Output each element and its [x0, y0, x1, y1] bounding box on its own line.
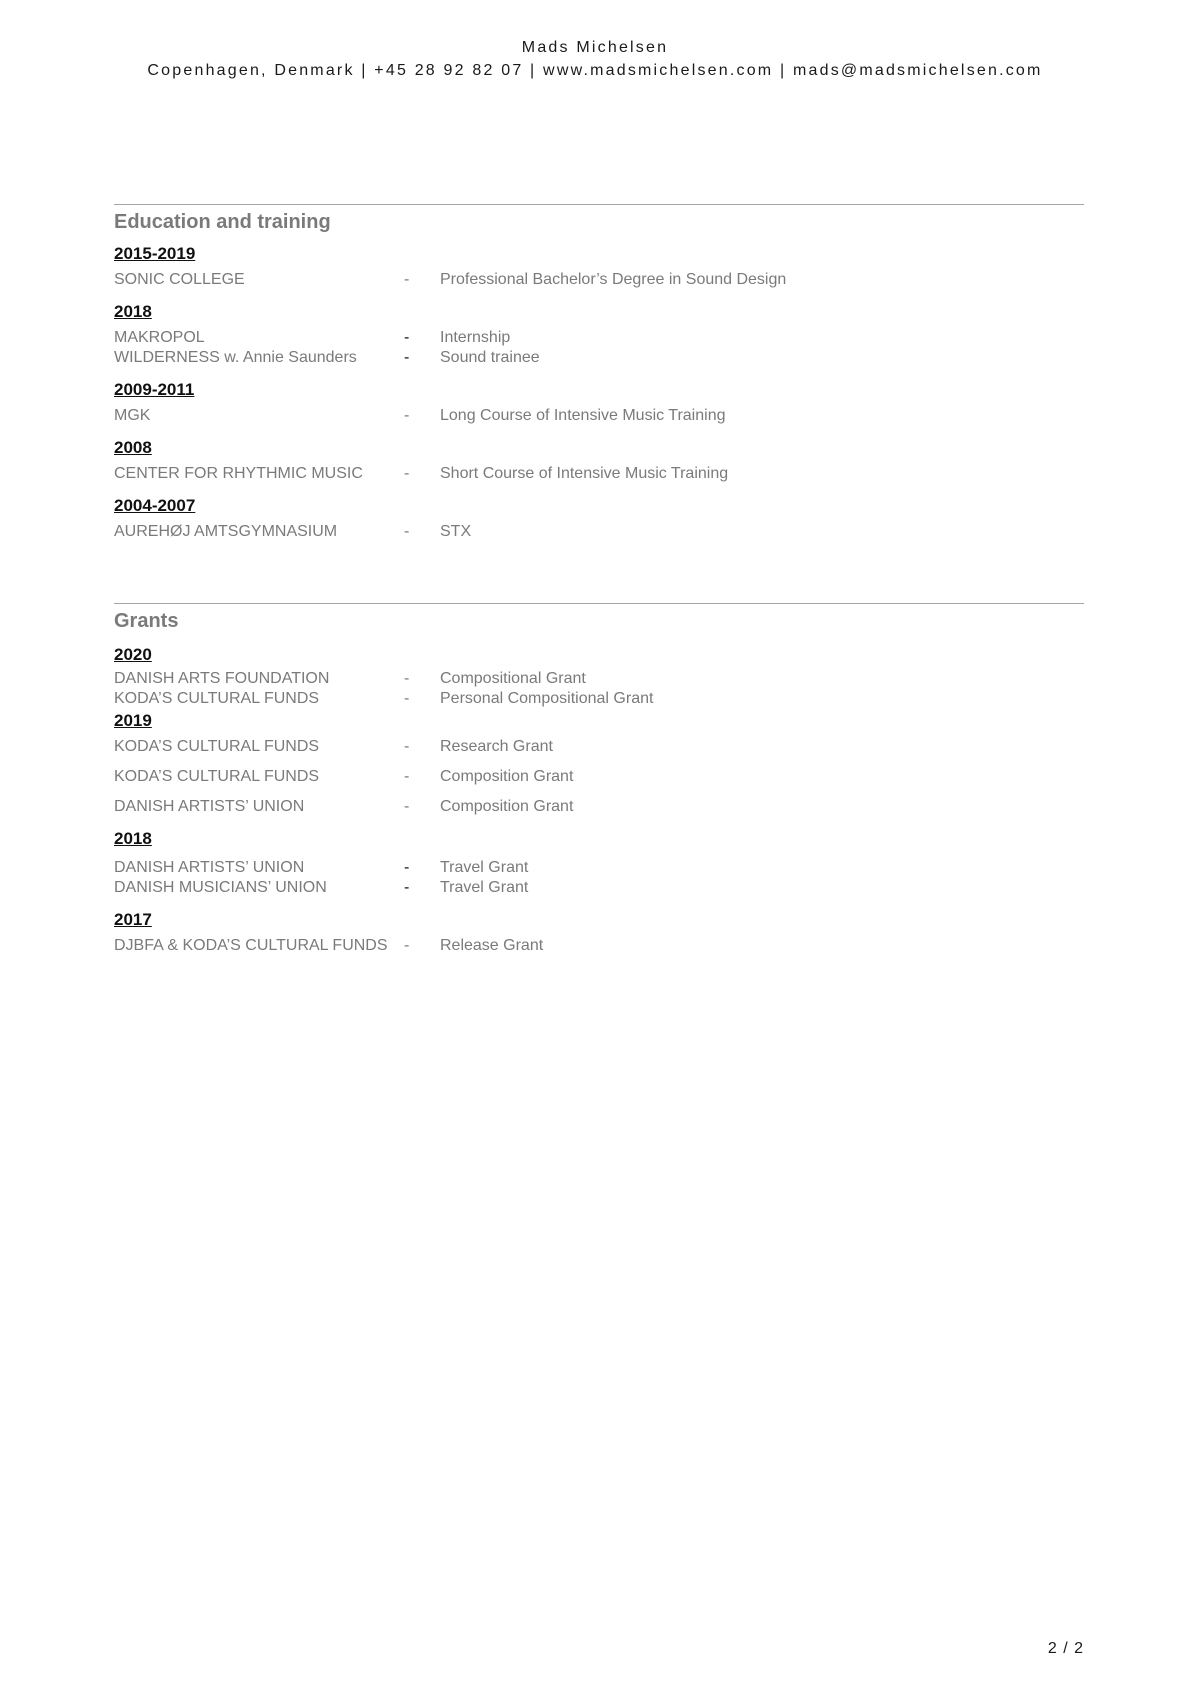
entry-organization: DANISH MUSICIANS’ UNION — [114, 879, 327, 896]
list-item — [114, 878, 1084, 898]
entry-description: Research Grant — [440, 738, 553, 755]
entry-separator: - — [404, 690, 410, 707]
list-item — [114, 767, 1084, 787]
education-section — [114, 204, 1084, 542]
year-heading: 2020 — [114, 645, 152, 664]
contact-line: Copenhagen, Denmark | +45 28 92 82 07 | www.madsmichelsen.com | mads@madsmichelsen.com — [147, 62, 1043, 79]
section-title: Education and training — [114, 211, 331, 233]
entry-organization: CENTER FOR RHYTHMIC MUSIC — [114, 465, 363, 482]
section-divider — [114, 204, 1084, 205]
entry-separator: - — [404, 670, 410, 687]
entry-separator: - — [404, 349, 410, 366]
entry-organization: MAKROPOL — [114, 329, 205, 346]
entry-organization: KODA’S CULTURAL FUNDS — [114, 738, 320, 755]
entry-separator: - — [404, 465, 410, 482]
entry-organization: MGK — [114, 407, 151, 424]
year-heading: 2008 — [114, 438, 152, 457]
year-heading: 2017 — [114, 910, 152, 929]
list-item — [114, 270, 1084, 290]
entry-separator: - — [404, 407, 410, 424]
entry-separator: - — [404, 329, 410, 346]
entry-description: Sound trainee — [440, 349, 540, 366]
author-name: Mads Michelsen — [521, 39, 669, 56]
entry-description: Professional Bachelor’s Degree in Sound Design — [440, 271, 787, 288]
page-number: 2 / 2 — [1047, 1640, 1084, 1657]
list-item — [114, 328, 1084, 348]
entry-separator: - — [404, 738, 410, 755]
entry-description: Composition Grant — [440, 798, 574, 815]
entry-organization: KODA’S CULTURAL FUNDS — [114, 690, 320, 707]
list-item — [114, 669, 1084, 689]
entry-organization: DANISH ARTISTS’ UNION — [114, 859, 305, 876]
page-header — [0, 36, 1190, 82]
entry-organization: DANISH ARTISTS’ UNION — [114, 798, 305, 815]
entry-description: STX — [440, 523, 472, 540]
list-item — [114, 406, 1084, 426]
entry-separator: - — [404, 798, 410, 815]
section-title: Grants — [114, 610, 179, 632]
list-item — [114, 689, 1084, 709]
entry-separator: - — [404, 859, 410, 876]
entry-description: Travel Grant — [440, 859, 529, 876]
entry-description: Composition Grant — [440, 768, 574, 785]
entry-description: Short Course of Intensive Music Training — [440, 465, 729, 482]
entry-organization: SONIC COLLEGE — [114, 271, 245, 288]
entry-separator: - — [404, 768, 410, 785]
entry-organization: WILDERNESS w. Annie Saunders — [114, 349, 357, 366]
entry-organization: DJBFA & KODA’S CULTURAL FUNDS — [114, 937, 388, 954]
list-item — [114, 464, 1084, 484]
entry-separator: - — [404, 523, 410, 540]
entry-separator: - — [404, 937, 410, 954]
list-item — [114, 797, 1084, 817]
year-heading: 2018 — [114, 829, 152, 848]
list-item — [114, 522, 1084, 542]
entry-description: Travel Grant — [440, 879, 529, 896]
grants-section — [114, 603, 1084, 956]
entry-separator: - — [404, 271, 410, 288]
year-heading: 2009-2011 — [114, 380, 195, 399]
entry-separator: - — [404, 879, 410, 896]
entry-description: Compositional Grant — [440, 670, 586, 687]
list-item — [114, 737, 1084, 757]
entry-description: Release Grant — [440, 937, 544, 954]
entry-description: Internship — [440, 329, 511, 346]
year-heading: 2004-2007 — [114, 496, 196, 515]
list-item — [114, 348, 1084, 368]
entry-description: Personal Compositional Grant — [440, 690, 654, 707]
list-item — [114, 936, 1084, 956]
entry-description: Long Course of Intensive Music Training — [440, 407, 726, 424]
list-item — [114, 858, 1084, 878]
year-heading: 2019 — [114, 711, 152, 730]
section-divider — [114, 603, 1084, 604]
entry-organization: DANISH ARTS FOUNDATION — [114, 670, 330, 687]
entry-organization: KODA’S CULTURAL FUNDS — [114, 768, 320, 785]
entry-organization: AUREHØJ AMTSGYMNASIUM — [114, 523, 338, 540]
year-heading: 2015-2019 — [114, 244, 196, 263]
year-heading: 2018 — [114, 302, 152, 321]
